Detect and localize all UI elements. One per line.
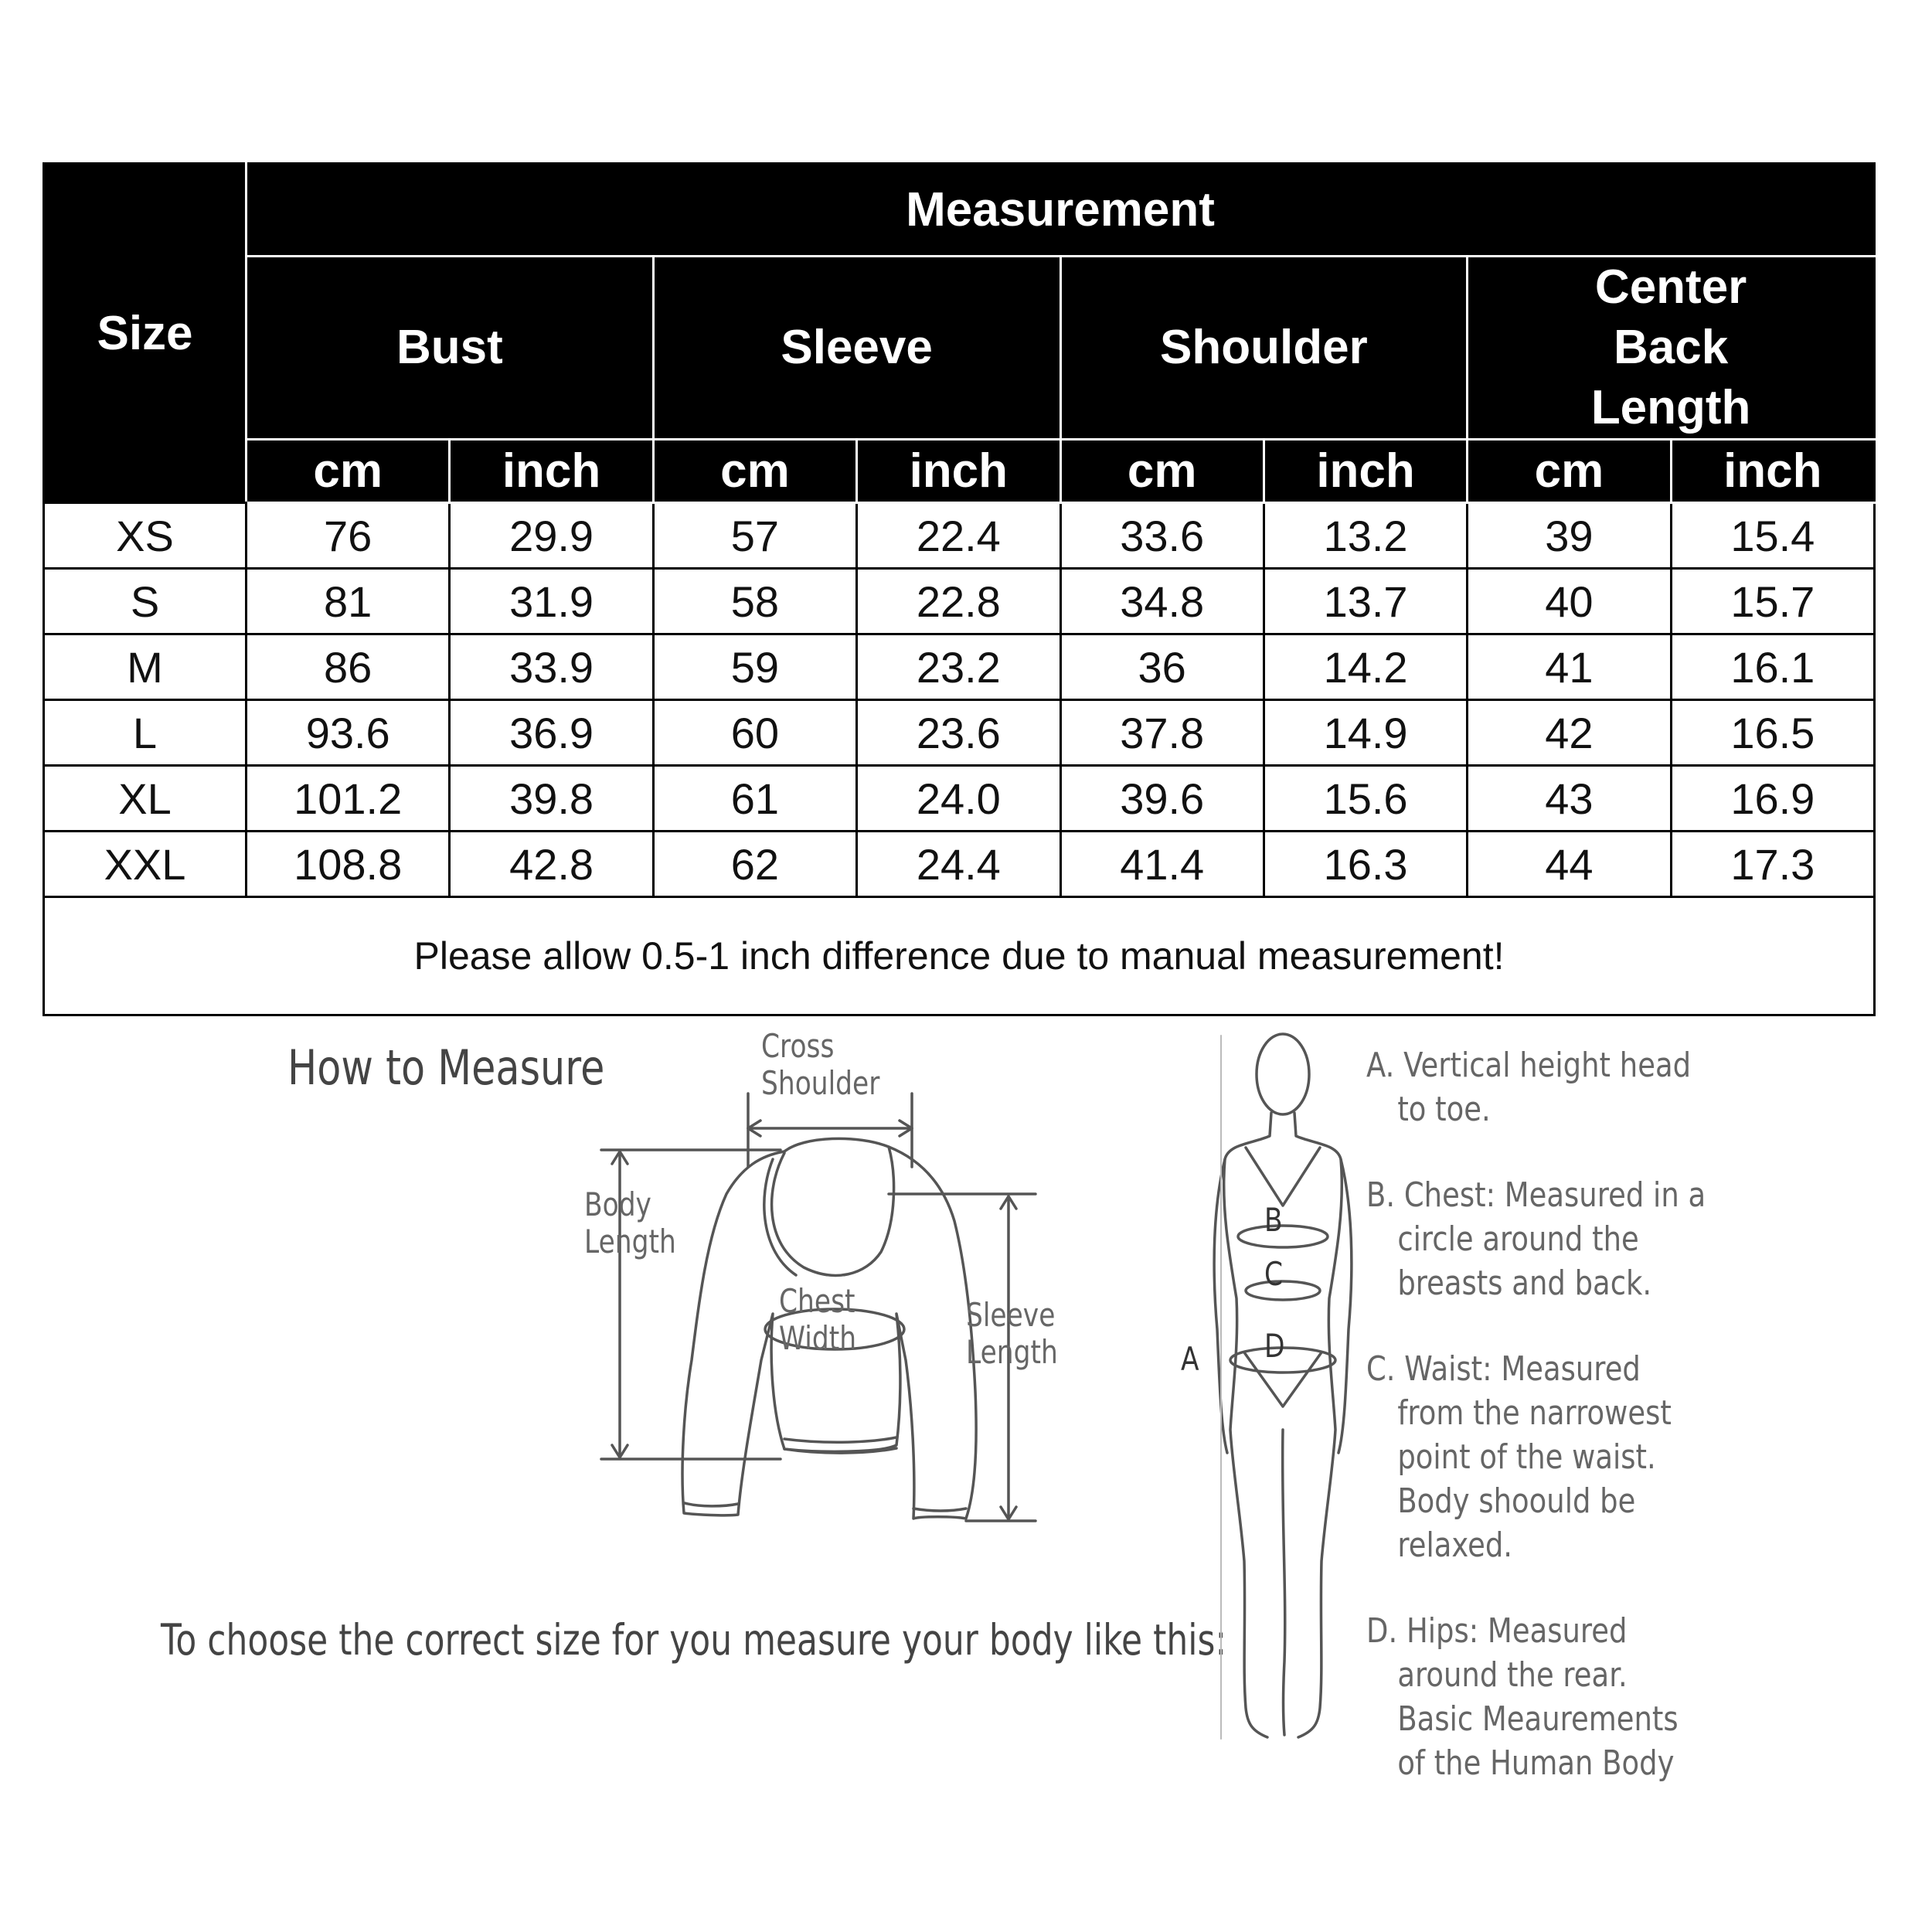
label-d: D bbox=[1264, 1327, 1285, 1365]
value-cell: 23.2 bbox=[857, 634, 1060, 700]
unit-cm-header: cm bbox=[1060, 440, 1264, 503]
legend-item-line: around the rear. bbox=[1397, 1655, 1628, 1695]
value-cell: 13.2 bbox=[1264, 503, 1467, 569]
value-cell: 14.9 bbox=[1264, 700, 1467, 766]
value-cell: 16.9 bbox=[1671, 766, 1874, 832]
how-to-measure-title: How to Measure bbox=[287, 1039, 605, 1096]
value-cell: 24.0 bbox=[857, 766, 1060, 832]
legend-item-title: A. Vertical height head bbox=[1366, 1046, 1692, 1085]
value-cell: 41 bbox=[1468, 634, 1671, 700]
legend-item-title: D. Hips: Measured bbox=[1366, 1611, 1628, 1651]
value-cell: 16.3 bbox=[1264, 832, 1467, 897]
legend-item-line: point of the waist. bbox=[1397, 1437, 1656, 1477]
cross-shoulder-label: Cross Shoulder bbox=[761, 1027, 880, 1102]
value-cell: 15.4 bbox=[1671, 503, 1874, 569]
value-cell: 86 bbox=[247, 634, 450, 700]
value-cell: 33.9 bbox=[450, 634, 653, 700]
value-cell: 58 bbox=[653, 569, 856, 634]
unit-cm-header: cm bbox=[1468, 440, 1671, 503]
sleeve-length-label: Sleeve Length bbox=[966, 1296, 1058, 1371]
value-cell: 15.6 bbox=[1264, 766, 1467, 832]
value-cell: 13.7 bbox=[1264, 569, 1467, 634]
label-a: A bbox=[1181, 1340, 1199, 1378]
value-cell: 59 bbox=[653, 634, 856, 700]
choose-size-instruction: To choose the correct size for you measure your body like this: bbox=[161, 1615, 1227, 1665]
value-cell: 36.9 bbox=[450, 700, 653, 766]
legend-item-line: circle around the bbox=[1397, 1219, 1639, 1259]
sleeve-header: Sleeve bbox=[653, 257, 1060, 440]
legend-item-title: B. Chest: Measured in a bbox=[1366, 1175, 1706, 1215]
value-cell: 60 bbox=[653, 700, 856, 766]
legend-item-line: to toe. bbox=[1397, 1090, 1491, 1129]
size-header: Size bbox=[44, 164, 247, 503]
value-cell: 24.4 bbox=[857, 832, 1060, 897]
unit-inch-header: inch bbox=[857, 440, 1060, 503]
value-cell: 22.4 bbox=[857, 503, 1060, 569]
bust-header: Bust bbox=[247, 257, 654, 440]
size-cell: S bbox=[44, 569, 247, 634]
value-cell: 39 bbox=[1468, 503, 1671, 569]
label-c: C bbox=[1264, 1255, 1284, 1293]
value-cell: 62 bbox=[653, 832, 856, 897]
value-cell: 33.6 bbox=[1060, 503, 1264, 569]
unit-cm-header: cm bbox=[653, 440, 856, 503]
value-cell: 57 bbox=[653, 503, 856, 569]
legend-item-title: C. Waist: Measured bbox=[1366, 1349, 1641, 1389]
human-figure-icon bbox=[1214, 1034, 1352, 1739]
chest-width-label: Chest Width bbox=[779, 1282, 857, 1357]
value-cell: 42 bbox=[1468, 700, 1671, 766]
legend-item-line: Body shoould be bbox=[1397, 1481, 1636, 1521]
size-cell: XXL bbox=[44, 832, 247, 897]
value-cell: 16.1 bbox=[1671, 634, 1874, 700]
size-cell: L bbox=[44, 700, 247, 766]
value-cell: 29.9 bbox=[450, 503, 653, 569]
legend-item bbox=[1366, 1173, 1706, 1305]
value-cell: 41.4 bbox=[1060, 832, 1264, 897]
value-cell: 14.2 bbox=[1264, 634, 1467, 700]
size-cell: M bbox=[44, 634, 247, 700]
unit-cm-header: cm bbox=[247, 440, 450, 503]
value-cell: 61 bbox=[653, 766, 856, 832]
legend-item bbox=[1366, 1043, 1706, 1131]
measure-legend bbox=[1366, 1043, 1770, 1827]
value-cell: 34.8 bbox=[1060, 569, 1264, 634]
legend-item-line: Basic Meaurements bbox=[1397, 1699, 1679, 1739]
value-cell: 16.5 bbox=[1671, 700, 1874, 766]
center-back-length-header: Center Back Length bbox=[1468, 257, 1875, 440]
measurement-header: Measurement bbox=[247, 164, 1875, 257]
legend-item-line: breasts and back. bbox=[1397, 1264, 1652, 1303]
legend-item-line: of the Human Body bbox=[1397, 1743, 1675, 1783]
value-cell: 15.7 bbox=[1671, 569, 1874, 634]
value-cell: 43 bbox=[1468, 766, 1671, 832]
value-cell: 93.6 bbox=[247, 700, 450, 766]
unit-inch-header: inch bbox=[450, 440, 653, 503]
value-cell: 22.8 bbox=[857, 569, 1060, 634]
value-cell: 81 bbox=[247, 569, 450, 634]
value-cell: 76 bbox=[247, 503, 450, 569]
value-cell: 31.9 bbox=[450, 569, 653, 634]
value-cell: 37.8 bbox=[1060, 700, 1264, 766]
value-cell: 39.8 bbox=[450, 766, 653, 832]
legend-item-line: relaxed. bbox=[1397, 1526, 1513, 1565]
value-cell: 39.6 bbox=[1060, 766, 1264, 832]
value-cell: 40 bbox=[1468, 569, 1671, 634]
unit-inch-header: inch bbox=[1264, 440, 1467, 503]
shoulder-header: Shoulder bbox=[1060, 257, 1468, 440]
body-length-label: Body Length bbox=[584, 1185, 676, 1260]
legend-item bbox=[1366, 1347, 1706, 1567]
legend-item bbox=[1366, 1609, 1706, 1785]
value-cell: 108.8 bbox=[247, 832, 450, 897]
label-b: B bbox=[1264, 1201, 1283, 1239]
value-cell: 42.8 bbox=[450, 832, 653, 897]
value-cell: 44 bbox=[1468, 832, 1671, 897]
measurement-note: Please allow 0.5-1 inch difference due to manual measurement! bbox=[44, 897, 1875, 1015]
value-cell: 17.3 bbox=[1671, 832, 1874, 897]
size-cell: XS bbox=[44, 503, 247, 569]
unit-inch-header: inch bbox=[1671, 440, 1874, 503]
value-cell: 101.2 bbox=[247, 766, 450, 832]
size-cell: XL bbox=[44, 766, 247, 832]
cross-shoulder-arrow bbox=[748, 1094, 912, 1167]
value-cell: 36 bbox=[1060, 634, 1264, 700]
value-cell: 23.6 bbox=[857, 700, 1060, 766]
legend-item-line: from the narrowest bbox=[1397, 1393, 1672, 1433]
